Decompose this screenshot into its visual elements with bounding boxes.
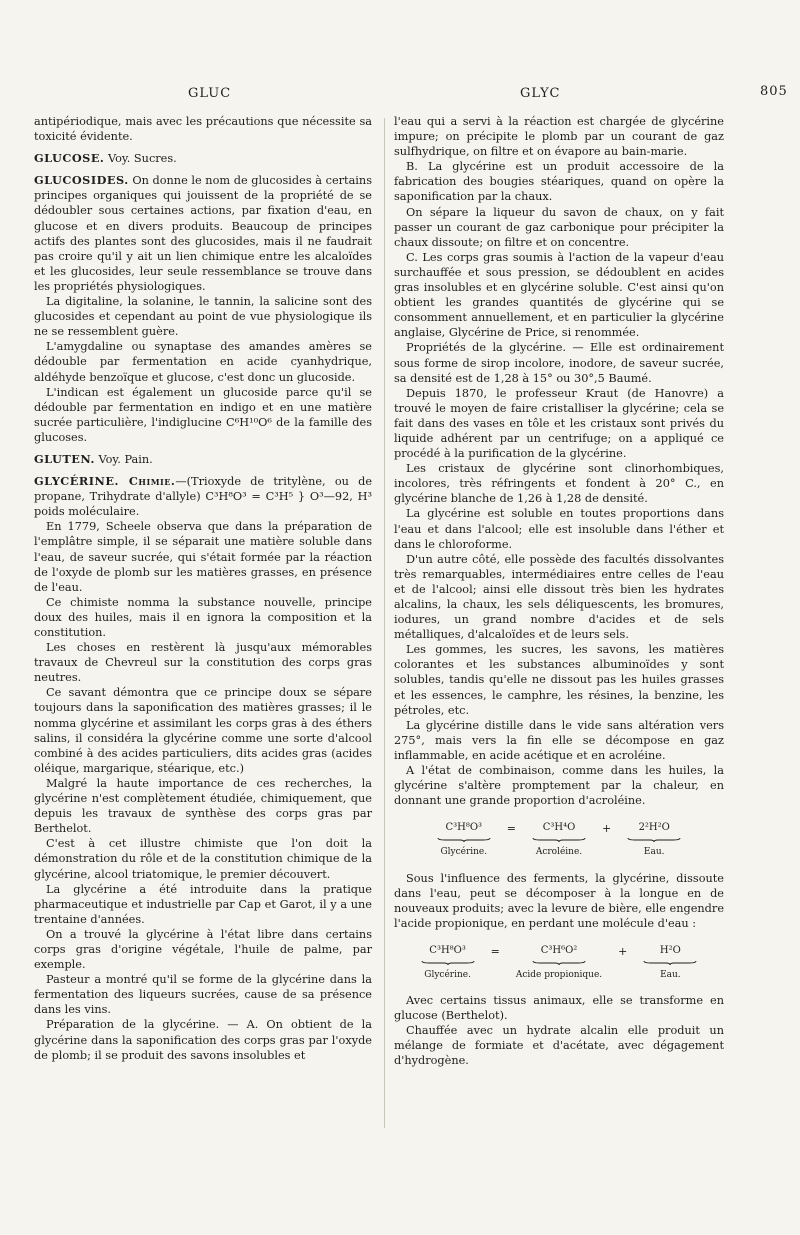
paragraph-text: antipériodique, mais avec les précautions que nécessite sa toxicité évidente. [34, 115, 372, 144]
paragraph-text: L'amygdaline ou synaptase des amandes amères se dédouble par fermentation en acide cyanhydrique, aldéhyde benzoïque et glucose, c'est donc un glucoside. [34, 340, 372, 384]
equation-term [421, 943, 475, 983]
formula: C³H⁶O² [540, 944, 578, 956]
paragraph-text: En 1779, Scheele observa que dans la préparation de l'emplâtre simple, il se séparait une matière soluble dans l'eau, de saveur sucrée, qui s'était formée par la réaction de l'oxyde de plomb sur les matières grasses, en présence de l'eau. [34, 520, 372, 594]
formula: 2²H²O [638, 822, 670, 834]
paragraph-text: Voy. Sucres. [104, 152, 177, 166]
paragraph-text: La digitaline, la solanine, le tannin, la salicine sont des glucosides et cependant au point de vue physiologique ils ne se ressemblent guère. [34, 295, 372, 339]
equation-operator: = [506, 822, 516, 836]
underbrace-icon [643, 960, 697, 966]
formula: H²O [659, 944, 681, 956]
paragraph [34, 385, 372, 445]
paragraph-text: Pasteur a montré qu'il se forme de la glycérine dans la fermentation des liqueurs sucrées, cause de sa présence dans les vins. [34, 973, 372, 1017]
formula: C³H⁸O³ [445, 822, 483, 834]
paragraph-text: Chauffée avec un hydrate alcalin elle produit un mélange de formiate et d'acétate, avec dégagement d'hydrogène. [394, 1024, 724, 1068]
equation-operator: + [602, 822, 612, 836]
formula: C³H⁴O [542, 822, 576, 834]
underbrace-icon [532, 837, 586, 843]
paragraph-text: L'indican est également un glucoside parce qu'il se dédouble par fermentation en indigo et en une matière sucrée particulière, l'indiglucine C⁶H¹⁰O⁶ de la famille des glucoses. [34, 385, 372, 444]
paragraph-text: Depuis 1870, le professeur Kraut (de Hanovre) a trouvé le moyen de faire cristalliser la glycérine; cela se fait dans des vases en tôle et les cristaux sont privés du liquide adhérent par un centrifuge; on a appliqué ce procédé à la purification de la glycérine. [394, 386, 724, 461]
paragraph-text: On sépare la liqueur du savon de chaux, on y fait passer un courant de gaz carbonique pour précipiter la chaux dissoute; on filtre et on concentre. [394, 205, 724, 249]
underbrace-icon [437, 837, 491, 843]
paragraph-text: Propriétés de la glycérine. — Elle est ordinairement sous forme de sirop incolore, inodore, de saveur sucrée, sa densité est de 1,28 à 15° ou 30°,5 Baumé. [394, 341, 724, 385]
paragraph [34, 151, 372, 166]
paragraph [34, 294, 372, 339]
equation-term [516, 943, 602, 983]
running-head-left: GLUC [188, 86, 232, 101]
paragraph [394, 763, 724, 808]
paragraph [34, 882, 372, 927]
paragraph [34, 114, 372, 144]
paragraph-text: La glycérine distille dans le vide sans altération vers 275°, mais vers la fin elle se décompose en gaz inflammable, en acide acétique et en acroléine. [394, 718, 724, 762]
paragraph-text: La glycérine a été introduite dans la pratique pharmaceutique et industrielle par Cap et Garot, il y a une trentaine d'années. [34, 882, 372, 926]
paragraph-text: Les choses en restèrent là jusqu'aux mémorables travaux de Chevreul sur la constitution des corps gras neutres. [34, 641, 372, 685]
paragraph [394, 993, 724, 1023]
left-column [34, 114, 372, 1063]
paragraph [394, 552, 724, 643]
paragraph-text: La glycérine est soluble en toutes proportions dans l'eau et dans l'alcool; elle est insoluble dans l'éther et dans le chloroforme. [394, 507, 724, 551]
equation-term [437, 820, 491, 860]
paragraph [34, 972, 372, 1017]
paragraph-text: B. La glycérine est un produit accessoire de la fabrication des bougies stéariques, quand on opère la saponification par la chaux. [394, 160, 724, 204]
formula-name: Eau. [643, 847, 665, 858]
paragraph [394, 250, 724, 341]
underbrace-icon [627, 837, 681, 843]
underbrace-icon [421, 960, 475, 966]
paragraph [34, 173, 372, 294]
paragraph [394, 642, 724, 717]
chemical-equation [394, 943, 724, 983]
page-number: 805 [760, 84, 788, 99]
paragraph [394, 205, 724, 250]
chemical-equation [394, 820, 724, 860]
paragraph [394, 1023, 724, 1068]
paragraph-text: C. Les corps gras soumis à l'action de la vapeur d'eau surchauffée et sous pression, se dédoublent en acides gras insolubles et en glycérine soluble. C'est ainsi qu'on obtient les grandes quantités de glycérine qui se consomment annuellement, et en particulier la glycérine anglaise, Glycérine de Price, si renommée. [394, 250, 724, 340]
paragraph-text: On a trouvé la glycérine à l'état libre dans certains corps gras d'origine végétale, l'huile de palme, par exemple. [34, 927, 372, 972]
paragraph-text: Malgré la haute importance de ces recherches, la glycérine n'est complètement étudiée, chimiquement, que depuis les travaux de synthèse des corps gras par Berthelot. [34, 776, 372, 836]
formula-name: Acroléine. [535, 847, 583, 858]
formula-name: Glycérine. [424, 969, 471, 980]
paragraph [34, 640, 372, 685]
paragraph-text: Ce chimiste nomma la substance nouvelle, principe doux des huiles, mais il en ignora la composition et la constitution. [34, 595, 372, 639]
paragraph [34, 836, 372, 881]
formula: C³H⁸O³ [429, 944, 466, 956]
equation-operator: = [490, 944, 500, 958]
paragraph [34, 927, 372, 972]
equation-term [627, 820, 681, 860]
formula-name: Eau. [660, 969, 681, 980]
paragraph-text: —(Trioxyde de tritylène, ou de propane, Trihydrate d'allyle) C³H⁸O³ = C³H⁵ } O³—92, H³ poids moléculaire. [34, 475, 373, 519]
paragraph [34, 595, 372, 640]
paragraph [34, 1017, 372, 1062]
equation-operator: + [618, 944, 628, 958]
entry-headword: GLUCOSIDES. [34, 173, 129, 188]
paragraph [394, 114, 724, 159]
formula-name: Acide propionique. [515, 969, 603, 980]
paragraph-text: l'eau qui a servi à la réaction est chargée de glycérine impure; on précipite le plomb par un courant de gaz sulfhydrique, on filtre et on évapore au bain-marie. [394, 115, 724, 159]
paragraph [394, 386, 724, 461]
paragraph-text: Les cristaux de glycérine sont clinorhombiques, incolores, très réfringents et fondent à 20° C., en glycérine blanche de 1,26 à 1,28 de densité. [394, 462, 724, 506]
paragraph [394, 461, 724, 506]
paragraph [34, 776, 372, 836]
entry-headword: GLUCOSE. [34, 151, 105, 166]
entry-headword: GLUTEN. [34, 451, 95, 466]
formula-name: Glycérine. [440, 847, 488, 858]
paragraph [394, 340, 724, 385]
paragraph-text: Ce savant démontra que ce principe doux se sépare toujours dans la saponification des matières grasses; il le nomma glycérine et assimilant les corps gras à des éthers salins, il considéra la glycérine comme une sorte d'alcool combiné à des acides particuliers, dits acides gras (acides oléique, margarique, stéarique, etc.) [34, 686, 372, 775]
paragraph-text: C'est à cet illustre chimiste que l'on doit la démonstration du rôle et de la constitution chimique de la glycérine, alcool triatomique, le premier découvert. [34, 837, 372, 881]
paragraph-text: Avec certains tissus animaux, elle se transforme en glucose (Berthelot). [394, 994, 724, 1023]
paragraph [34, 452, 372, 467]
right-column [394, 114, 724, 1069]
equation-term [532, 820, 586, 860]
entry-headword: GLYCÉRINE. Chimie. [34, 474, 176, 489]
paragraph [394, 159, 724, 204]
paragraph-text: Sous l'influence des ferments, la glycérine, dissoute dans l'eau, peut se décomposer à la longue en de nouveaux produits; avec la levure de bière, elle engendre l'acide propionique, en perdant une molécule d'eau : [394, 871, 724, 930]
paragraph [394, 718, 724, 763]
running-head-right: GLYC [520, 86, 561, 101]
equation-term [643, 943, 697, 983]
paragraph-text: D'un autre côté, elle possède des facultés dissolvantes très remarquables, intermédiaires entre celles de l'eau et de l'alcool; ainsi elle dissout très bien les hydrates alcalins, la chaux, les sels déliquescents, les bromures, iodures, un grand nombre d'acides et de sels métalliques, d'alcaloïdes et de leurs sels. [394, 552, 724, 642]
paragraph-text: Voy. Pain. [94, 452, 153, 466]
paragraph-text: Préparation de la glycérine. — A. On obtient de la glycérine dans la saponification des corps gras par l'oxyde de plomb; il se produit des savons insolubles et [34, 1018, 372, 1062]
column-divider [384, 118, 385, 1128]
paragraph [34, 474, 372, 519]
paragraph-text: A l'état de combinaison, comme dans les huiles, la glycérine s'altère promptement par la chaleur, en donnant une grande proportion d'acroléine. [394, 764, 724, 808]
paragraph-text: Les gommes, les sucres, les savons, les matières colorantes et les substances albuminoïdes y sont solubles, tandis qu'elle ne dissout pas les huiles grasses et les essences, le camphre, les résines, la benzine, les pétroles, etc. [394, 643, 724, 717]
paragraph [394, 506, 724, 551]
paragraph [394, 871, 724, 931]
paragraph-text: On donne le nom de glucosides à certains principes organiques qui jouissent de la propriété de se dédoubler sous certaines actions, par fixation d'eau, en glucose et en divers produits. Beaucoup de principes actifs des plantes sont des glucosides, mais il ne faudrait pas croire qu'il y ait un lien chimique entre les alcaloïdes et les glucosides, leur seule ressemblance se trouve dans les propriétés physiologiques. [34, 174, 372, 293]
underbrace-icon [532, 960, 586, 966]
paragraph [34, 519, 372, 594]
paragraph [34, 685, 372, 776]
paragraph [34, 339, 372, 384]
